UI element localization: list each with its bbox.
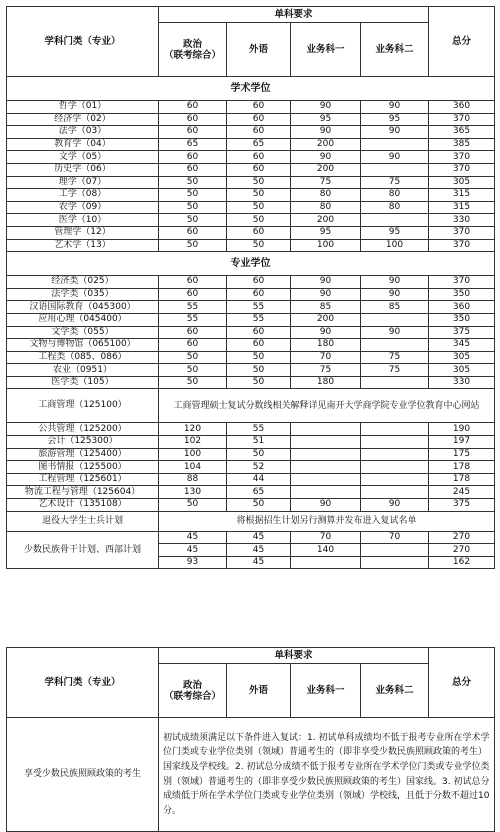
cell-total: 305 [429,176,495,189]
cell-subject: 哲学（01） [7,101,159,114]
cell-bus2 [361,163,429,176]
cell-subject: 公共管理（125200） [7,423,159,436]
cell-politics: 104 [159,461,227,474]
table-row [7,364,495,377]
cell-bus1: 70 [291,531,361,544]
cell-politics: 60 [159,151,227,164]
cell-bus2: 95 [361,226,429,239]
cell-bus2: 90 [361,151,429,164]
cell-bus2 [361,313,429,326]
cell-total: 178 [429,473,495,486]
cell-politics: 50 [159,214,227,227]
cell-total: 330 [429,376,495,389]
cell-bus1: 75 [291,176,361,189]
cell-subject: 工程类（085、086） [7,351,159,364]
cell-foreign: 45 [227,556,291,569]
cell-politics: 60 [159,276,227,289]
cell-subject: 法学类（035） [7,288,159,301]
table-row [7,239,495,252]
cell-subject: 少数民族骨干计划、西部计划 [7,531,159,569]
cell-bus2 [361,436,429,449]
cell-politics: 50 [159,376,227,389]
cell-subject: 文学类（055） [7,326,159,339]
cell-bus2: 85 [361,301,429,314]
cell-foreign: 52 [227,461,291,474]
cell-bus2: 100 [361,239,429,252]
cell-politics: 93 [159,556,227,569]
cell-politics: 65 [159,138,227,151]
cell-total: 270 [429,531,495,544]
cell-subject: 历史学（06） [7,163,159,176]
cell-bus1: 70 [291,351,361,364]
cell-politics: 50 [159,201,227,214]
cell-total: 245 [429,486,495,499]
cell-bus1: 80 [291,201,361,214]
cell-total: 345 [429,339,495,352]
table-row [7,448,495,461]
table-row [7,531,495,544]
cell-bus1 [291,448,361,461]
header-foreign-2: 外语 [227,664,291,718]
cell-bus2: 80 [361,189,429,202]
table-row [7,276,495,289]
cell-foreign: 55 [227,423,291,436]
header-single-req-2: 单科要求 [159,648,429,664]
cell-foreign: 50 [227,448,291,461]
cell-subject: 医学类（105） [7,376,159,389]
cell-politics: 60 [159,288,227,301]
table-row [7,201,495,214]
cell-bus2: 95 [361,113,429,126]
cell-bus2: 90 [361,101,429,114]
cell-bus2 [361,376,429,389]
table-row [7,499,495,512]
cell-politics: 60 [159,126,227,139]
cell-subject: 退役大学生士兵计划 [7,511,159,531]
table-row [7,126,495,139]
cell-total: 305 [429,364,495,377]
cell-politics: 120 [159,423,227,436]
cell-foreign: 45 [227,544,291,557]
cell-politics: 60 [159,113,227,126]
veteran-note: 将根据招生计划另行测算并发布进入复试名单 [159,511,495,531]
cell-subject: 工程管理（125601） [7,473,159,486]
cell-foreign: 65 [227,486,291,499]
cell-politics: 60 [159,226,227,239]
cell-foreign: 45 [227,531,291,544]
cell-politics: 100 [159,448,227,461]
table-row [7,151,495,164]
mba-note: 工商管理硕士复试分数线相关解释详见南开大学商学院专业学位教育中心网站 [159,389,495,423]
cell-bus1: 180 [291,339,361,352]
cell-total: 270 [429,544,495,557]
cell-bus1: 90 [291,101,361,114]
cell-subject: 经济类（025） [7,276,159,289]
cell-bus1: 90 [291,126,361,139]
cell-foreign: 50 [227,239,291,252]
cell-bus2: 90 [361,276,429,289]
cell-bus1: 140 [291,544,361,557]
cell-total: 350 [429,288,495,301]
header-bus1: 业务科一 [291,23,361,77]
cell-subject: 旅游管理（125400） [7,448,159,461]
cell-total: 365 [429,126,495,139]
header-subject-2: 学科门类（专业） [7,648,159,718]
cell-bus1: 90 [291,276,361,289]
cell-bus2: 80 [361,201,429,214]
table-row [7,138,495,151]
cell-bus2 [361,214,429,227]
cell-bus1: 100 [291,239,361,252]
cell-bus2 [361,486,429,499]
cell-foreign: 60 [227,276,291,289]
cell-total: 370 [429,163,495,176]
cell-subject: 医学（10） [7,214,159,227]
cell-subject: 经济学（02） [7,113,159,126]
header-politics-2: 政治 （联考综合） [159,664,227,718]
cell-bus1 [291,486,361,499]
cell-total: 315 [429,201,495,214]
header-foreign: 外语 [227,23,291,77]
cell-total: 360 [429,101,495,114]
table-row [7,461,495,474]
cell-total: 178 [429,461,495,474]
table-row [7,423,495,436]
section-professional: 专业学位 [7,252,495,276]
table-row [7,226,495,239]
cell-total: 197 [429,436,495,449]
cell-politics: 50 [159,176,227,189]
header-bus1-2: 业务科一 [291,664,361,718]
cell-bus2 [361,473,429,486]
cell-bus2: 75 [361,176,429,189]
cell-bus2: 75 [361,351,429,364]
header-subject: 学科门类（专业） [7,7,159,77]
cell-bus2 [361,138,429,151]
cell-subject: 应用心理（045400） [7,313,159,326]
cell-bus1: 95 [291,226,361,239]
cell-bus1: 90 [291,288,361,301]
cell-bus2: 90 [361,126,429,139]
table-row [7,351,495,364]
cell-subject: 物流工程与管理（125604） [7,486,159,499]
cell-foreign: 60 [227,163,291,176]
table-row [7,189,495,202]
cell-subject: 理学（07） [7,176,159,189]
cell-bus2 [361,448,429,461]
table-row [7,326,495,339]
cell-politics: 60 [159,326,227,339]
cell-total: 330 [429,214,495,227]
cell-bus1 [291,473,361,486]
cell-bus2 [361,423,429,436]
cell-foreign: 65 [227,138,291,151]
cell-subject: 农学（09） [7,201,159,214]
cell-foreign: 50 [227,499,291,512]
cell-bus2: 90 [361,326,429,339]
header-total-2: 总分 [429,648,495,718]
cell-total: 370 [429,113,495,126]
policy-note: 初试成绩须满足以下条件进入复试：1. 初试单科成绩均不低于报考专业所在学术学位门类或专业学位类别（领域）普通考生的（即非享受少数民族照顾政策的考生）国家线及学校线。2. 初试总分成绩不低于报考专业所在学术学位门类或专业学位类别（领域）普通考生的（即非享受少数民族照顾政策的考生）国家线。3. 初试总分成绩低于所在学术学位门类或专业学位类别（领域）学校线，且低于分数不超过10分。 [159,718,495,832]
cell-total: 375 [429,326,495,339]
cell-foreign: 60 [227,113,291,126]
cell-bus2: 75 [361,364,429,377]
cell-total: 360 [429,301,495,314]
table-row [7,339,495,352]
cell-politics: 60 [159,101,227,114]
cell-total: 385 [429,138,495,151]
cell-total: 315 [429,189,495,202]
table-row [7,436,495,449]
cell-subject: 工商管理（125100） [7,389,159,423]
cell-bus1 [291,423,361,436]
table-row [7,288,495,301]
cell-politics: 88 [159,473,227,486]
cell-foreign: 44 [227,473,291,486]
score-table [6,6,495,569]
cell-total: 175 [429,448,495,461]
cell-politics: 50 [159,189,227,202]
table-row [7,486,495,499]
cell-bus1: 90 [291,326,361,339]
cell-total: 350 [429,313,495,326]
cell-foreign: 60 [227,226,291,239]
cell-total: 370 [429,276,495,289]
cell-bus1 [291,461,361,474]
cell-foreign: 50 [227,189,291,202]
cell-bus2 [361,339,429,352]
section-academic: 学术学位 [7,77,495,101]
table-row [7,376,495,389]
cell-politics: 45 [159,531,227,544]
cell-foreign: 55 [227,313,291,326]
cell-subject: 艺术设计（135108） [7,499,159,512]
cell-subject: 文学（05） [7,151,159,164]
cell-total: 162 [429,556,495,569]
cell-bus1: 85 [291,301,361,314]
cell-subject: 会计（125300） [7,436,159,449]
cell-foreign: 50 [227,376,291,389]
cell-politics: 50 [159,499,227,512]
cell-total: 375 [429,499,495,512]
cell-bus2 [361,544,429,557]
cell-subject: 图书情报（125500） [7,461,159,474]
cell-politics: 60 [159,163,227,176]
table-row [7,163,495,176]
cell-bus1 [291,556,361,569]
cell-bus1: 90 [291,499,361,512]
cell-politics: 50 [159,351,227,364]
cell-politics: 45 [159,544,227,557]
cell-bus2 [361,556,429,569]
cell-bus1: 80 [291,189,361,202]
header-bus2: 业务科二 [361,23,429,77]
cell-foreign: 50 [227,364,291,377]
cell-politics: 50 [159,364,227,377]
cell-bus1: 180 [291,376,361,389]
cell-foreign: 51 [227,436,291,449]
cell-foreign: 50 [227,214,291,227]
table-row [7,113,495,126]
cell-politics: 102 [159,436,227,449]
header-politics: 政治 （联考综合） [159,23,227,77]
cell-foreign: 55 [227,301,291,314]
cell-foreign: 60 [227,288,291,301]
cell-bus1: 90 [291,151,361,164]
cell-bus1 [291,436,361,449]
cell-foreign: 60 [227,101,291,114]
minority-policy-table [6,647,495,832]
table-row [7,176,495,189]
table-row [7,101,495,114]
cell-total: 305 [429,351,495,364]
cell-foreign: 60 [227,339,291,352]
cell-foreign: 60 [227,326,291,339]
header-single-req: 单科要求 [159,7,429,23]
cell-subject: 工学（08） [7,189,159,202]
table-row [7,301,495,314]
cell-foreign: 50 [227,201,291,214]
cell-subject: 艺术学（13） [7,239,159,252]
table-row [7,473,495,486]
cell-total: 370 [429,226,495,239]
policy-name: 享受少数民族照顾政策的考生 [7,718,159,832]
header-bus2-2: 业务科二 [361,664,429,718]
cell-bus1: 95 [291,113,361,126]
cell-bus1: 75 [291,364,361,377]
cell-politics: 50 [159,239,227,252]
cell-bus2: 90 [361,288,429,301]
cell-bus1: 200 [291,138,361,151]
cell-subject: 文物与博物馆（065100） [7,339,159,352]
table-row [7,313,495,326]
cell-total: 370 [429,239,495,252]
cell-politics: 55 [159,313,227,326]
cell-bus1: 200 [291,214,361,227]
cell-foreign: 60 [227,151,291,164]
cell-bus1: 200 [291,313,361,326]
header-total: 总分 [429,7,495,77]
cell-subject: 汉语国际教育（045300） [7,301,159,314]
cell-subject: 教育学（04） [7,138,159,151]
cell-foreign: 50 [227,351,291,364]
cell-bus2: 70 [361,531,429,544]
cell-total: 370 [429,151,495,164]
cell-foreign: 60 [227,126,291,139]
table-row [7,214,495,227]
cell-politics: 130 [159,486,227,499]
cell-bus2: 90 [361,499,429,512]
cell-politics: 55 [159,301,227,314]
cell-bus2 [361,461,429,474]
cell-bus1: 200 [291,163,361,176]
cell-foreign: 50 [227,176,291,189]
cell-subject: 管理学（12） [7,226,159,239]
cell-subject: 农业（0951） [7,364,159,377]
cell-subject: 法学（03） [7,126,159,139]
cell-politics: 60 [159,339,227,352]
cell-total: 190 [429,423,495,436]
